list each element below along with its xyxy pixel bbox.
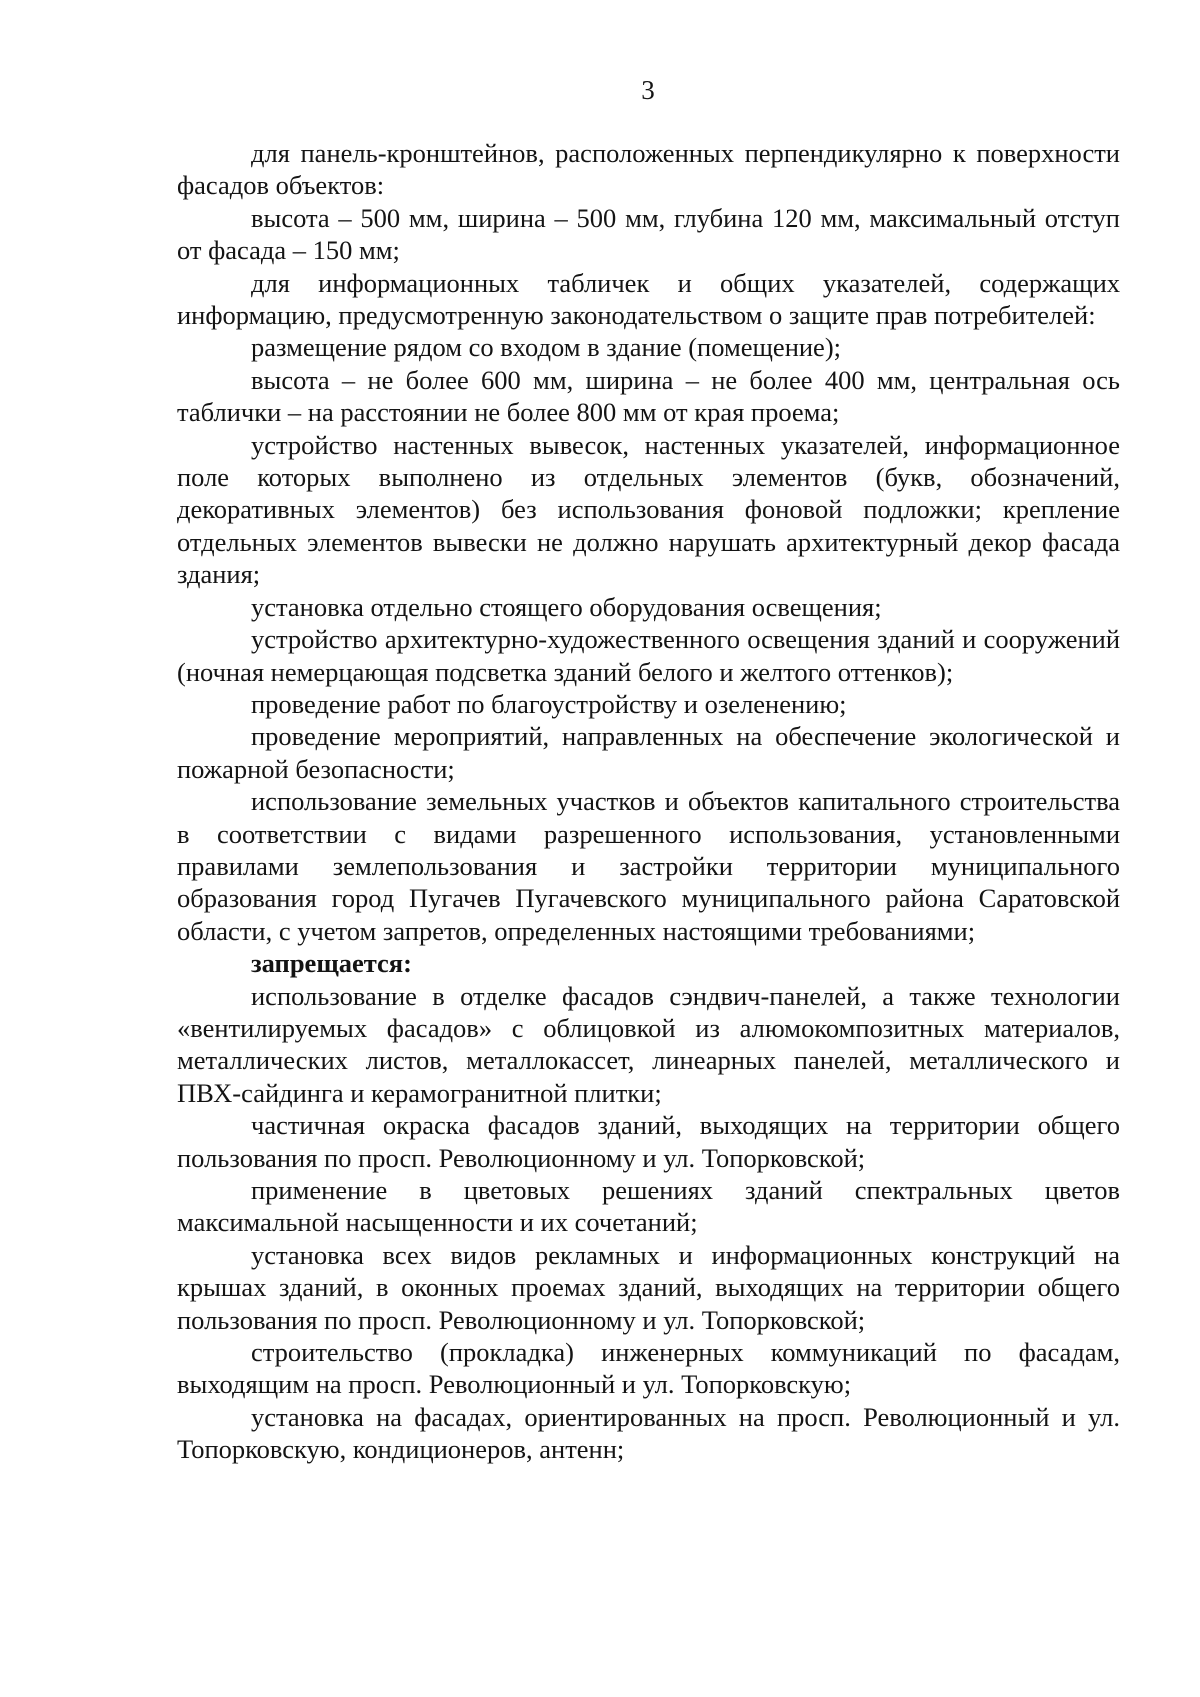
paragraph-spectral-colors: применение в цветовых решениях зданий спектральных цветов максимальной насыщенности и их сочетаний; bbox=[177, 1175, 1120, 1238]
paragraph-air-conditioners: установка на фасадах, ориентированных на просп. Революционный и ул. Топорковскую, кондиционеров, антенн; bbox=[177, 1401, 1120, 1465]
paragraph-architectural-lighting: устройство архитектурно-художественного освещения зданий и сооружений (ночная немерцающая подсветка зданий белого и желтого оттенков); bbox=[177, 624, 1120, 687]
heading-prohibited: запрещается: bbox=[251, 948, 412, 979]
page-number: 3 bbox=[641, 75, 655, 105]
document-body bbox=[177, 137, 1120, 1466]
paragraph-utilities-facades: строительство (прокладка) инженерных коммуникаций по фасадам, выходящим на просп. Революционный и ул. Топорковскую; bbox=[177, 1337, 1120, 1400]
paragraph-safety-measures: проведение мероприятий, направленных на обеспечение экологической и пожарной безопасности; bbox=[177, 721, 1120, 784]
paragraph-roof-advertising: установка всех видов рекламных и информационных конструкций на крышах зданий, в оконных проемах зданий, выходящих на территории общего пользования по просп. Революционному и ул. Топорковской; bbox=[177, 1239, 1120, 1335]
paragraph-panel-brackets: для панель-кронштейнов, расположенных перпендикулярно к поверхности фасадов объектов: bbox=[177, 138, 1120, 201]
paragraph-placement-entrance: размещение рядом со входом в здание (помещение); bbox=[251, 332, 842, 363]
paragraph-sandwich-panels: использование в отделке фасадов сэндвич-панелей, а также технологии «вентилируемых фасадов» с облицовкой из алюмокомпозитных материалов, металлических листов, металлокассет, линеарных панелей, металлического и ПВХ-сайдинга и керамогранитной плитки; bbox=[177, 980, 1120, 1108]
paragraph-partial-painting: частичная окраска фасадов зданий, выходящих на территории общего пользования по просп. Революционному и ул. Топорковской; bbox=[177, 1110, 1120, 1173]
paragraph-bracket-dimensions: высота – 500 мм, ширина – 500 мм, глубина 120 мм, максимальный отступ от фасада – 150 мм; bbox=[177, 202, 1120, 266]
paragraph-landscaping: проведение работ по благоустройству и озеленению; bbox=[251, 688, 847, 719]
paragraph-wall-signs: устройство настенных вывесок, настенных указателей, информационное поле которых выполнено из отдельных элементов (букв, обозначений, декоративных элементов) без использования фоновой подложки; крепление отдельных элементов вывески не должно нарушать архитектурный декор фасада здания; bbox=[177, 429, 1120, 590]
paragraph-lighting-equipment: установка отдельно стоящего оборудования освещения; bbox=[251, 591, 882, 622]
paragraph-info-plates: для информационных табличек и общих указателей, содержащих информацию, предусмотренную законодательством о защите прав потребителей: bbox=[177, 267, 1120, 331]
paragraph-land-use: использование земельных участков и объектов капитального строительства в соответствии с видами разрешенного использования, установленными правилами землепользования и застройки территории муниципального образования город Пугачев Пугачевского муниципального района Саратовской области, с учетом запретов, определенных настоящими требованиями; bbox=[177, 786, 1120, 946]
paragraph-plate-dimensions: высота – не более 600 мм, ширина – не более 400 мм, центральная ось таблички – на расстоянии не более 800 мм от края проема; bbox=[177, 364, 1120, 428]
